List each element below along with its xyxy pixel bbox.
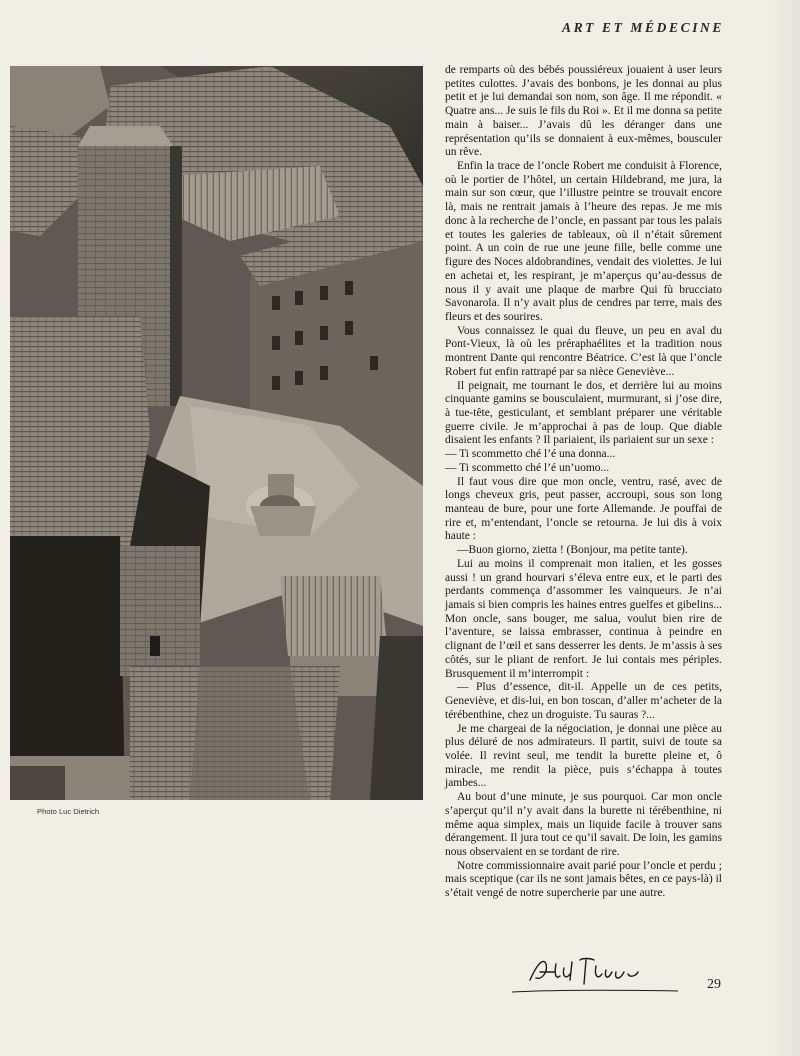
paragraph: —Buon giorno, zietta ! (Bonjour, ma petite tante). xyxy=(457,544,688,557)
paragraph: — Plus d’essence, dit-il. Appelle un de ces petits, Geneviève, et dis-lui, en bon toscan, d’aller m’acheter de la térébenthine, chez un droguiste. Tu sauras ?... xyxy=(445,681,722,721)
dialogue-line: — Ti scommetto ché l’é una donna... xyxy=(445,448,616,461)
paragraph: Enfin la trace de l’oncle Robert me conduisit à Florence, où le portier de l’hôtel, un certain Hildebrand, me jura, la main sur son cœur, que l’illustre peintre se trouvait encore là, mais ne rentrait jamais à l’heure des repas. Je me mis donc à la recherche de l’oncle, en passant par tous les palais et toutes les galeries de tableaux, où il n’était sûrement point. A un coin de rue une jeune fille, belle comme une figure des Noces aldobrandines, vendait des violettes. Je lui en achetai et, les respirant, je m’aperçus qu’au-dessus de nous il y avait une plaque de marbre Qui fù brucciato Savonarola. Il n’y avait plus de cendres par terre, mais des fleurs et des sourires. xyxy=(445,160,722,323)
photo xyxy=(10,66,423,800)
dialogue-line: — Ti scommetto ché l’é un’uomo... xyxy=(445,461,610,474)
page-number: 29 xyxy=(707,977,721,992)
paragraph: Notre commissionnaire avait parié pour l’oncle et perdu ; mais sceptique (car ils ne sont jamais bêtes, en ce pays-là) il s’était vengé de notre supercherie par une autre. xyxy=(445,859,722,900)
paragraph: Il peignait, me tournant le dos, et derrière lui au moins cinquante gamins se bousculaient, murmurant, si j’ose dire, à tue-tête, gesticulant, et semblant préparer une véritable guerre civile. Je m’approchai à pas de loup. Que diable disaient les enfants ? Il pariaient, ils pariaient sur un sexe : xyxy=(445,379,722,447)
photo-credit: Photo Luc Dietrich xyxy=(37,807,100,816)
article-column xyxy=(445,64,722,901)
paragraph: Il faut vous dire que mon oncle, ventru, rasé, avec de longs cheveux gris, peut passer, accroupi, sous son long manteau de bure, pour une forte Allemande. Je pouffai de rire et, m’entendant, l’oncle se retourna. Je lui dis à voix haute : xyxy=(445,475,722,543)
paragraph: Vous connaissez le quai du fleuve, un peu en aval du Pont-Vieux, là où les préraphaélites et la tradition nous montrent Dante qui rencontre Béatrice. C’est là que l’oncle Robert fut enfin rattrapé par sa nièce Geneviève... xyxy=(445,324,722,378)
paragraph: Lui au moins il comprenait mon italien, et les gosses aussi ! un grand hourvari s’éleva entre eux, et le parti des perdants commença d’assommer les vainqueurs. Je n’ai jamais si bien compris les haines entres guelfes et gibelins... Mon oncle, sans bouger, me salua, voulut bien rire de l’aventure, se laissa embrasser, continua à peindre en clignant de l’œil et sans desserrer les dents. Je m’assis à ses côtés, sur le pliant de renfort. Je lui contais mes périples. Brusquement il m’interrompit : xyxy=(445,557,722,680)
paragraph: de remparts où des bébés poussiéreux jouaient à user leurs petites culottes. J’avais des bonbons, je les donnai au plus petit et je lui demandai son nom, son âge. Il me répondit. « Quatre ans... Je suis le fils du Roi ». Et il me donna sa petite main à baiser... J’avais dû les déranger dans une représentation qu’ils se donnaient à eux-mêmes, bousculer un rêve. xyxy=(445,64,722,159)
section-header: ART ET MÉDECINE xyxy=(561,20,724,35)
page-edge xyxy=(770,0,800,1056)
paragraph: Je me chargeai de la négociation, je donnai une pièce au plus déluré de nos admirateurs. Il partit, suivi de toute sa volée. Il revint seul, me tendit la burette pleine et, ô miracle, me rendit la pièce, puis s’échappa à toutes jambes... xyxy=(445,722,722,790)
paragraph: Au bout d’une minute, je sus pourquoi. Car mon oncle s’aperçut qu’il n’y avait dans la burette ni térébenthine, ni même aqua simplex, mais un liquide facile à trouver sans dérangement. Il jura tout ce qu’il savait. De loin, les gamins nous observaient en se tordant de rire. xyxy=(445,791,722,858)
author-signature xyxy=(510,950,680,1002)
